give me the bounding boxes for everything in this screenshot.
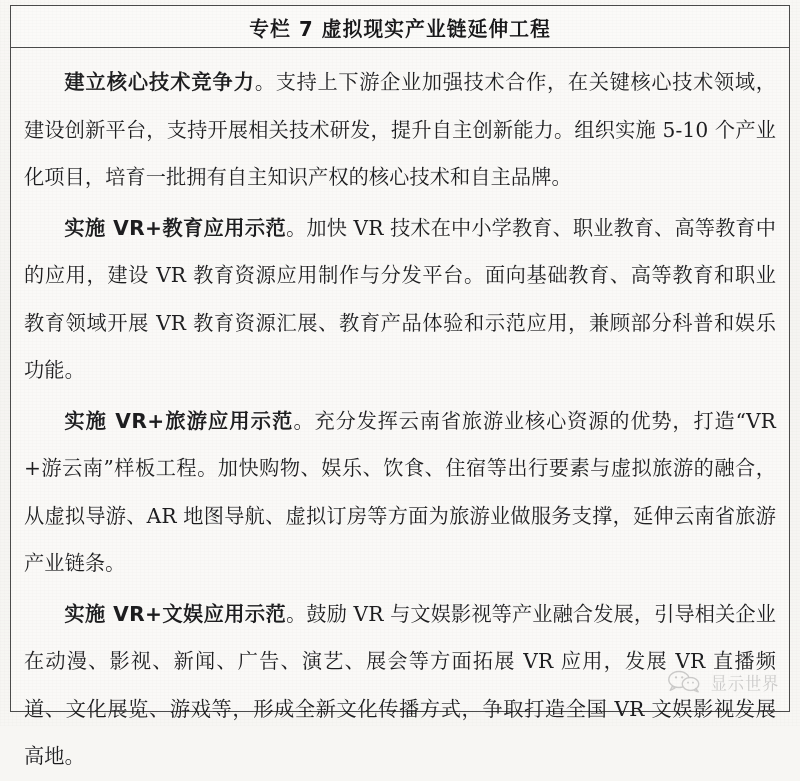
paragraph-lead-vr-education: 实施 VR+教育应用示范: [64, 215, 287, 240]
paragraph-body-vr-education: 。加快 VR 技术在中小学教育、职业教育、高等教育中的应用，建设 VR 教育资源应用制作与分发平台。面向基础教育、高等教育和职业教育领域开展 VR 教育资源汇展、教育产品体验和示范应用，兼顾部分科普和娱乐功能。: [24, 215, 776, 382]
paragraph-vr-tourism: [24, 398, 776, 588]
paragraph-lead-vr-tourism: 实施 VR+旅游应用示范: [64, 408, 294, 433]
callout-title-cell: [11, 6, 789, 48]
paragraph-body-vr-tourism: 。充分发挥云南省旅游业核心资源的优势，打造“VR+游云南”样板工程。加快购物、娱乐、饮食、住宿等出行要素与虚拟旅游的融合，从虚拟导游、AR 地图导航、虚拟订房等方面为旅游业做服务支撑，延伸云南省旅游产业链条。: [24, 408, 776, 575]
paragraph-lead-vr-entertainment: 实施 VR+文娱应用示范: [64, 601, 287, 626]
paragraph-body-core-technology: 。支持上下游企业加强技术合作，在关键核心技术领域，建设创新平台，支持开展相关技术研发，提升自主创新能力。组织实施 5-10 个产业化项目，培育一批拥有自主知识产权的核心技术和自主品牌。: [24, 70, 776, 189]
page-title: 专栏 7 虚拟现实产业链延伸工程: [249, 16, 551, 41]
paragraph-body-vr-entertainment: 。鼓励 VR 与文娱影视等产业融合发展，引导相关企业在动漫、影视、新闻、广告、演艺、展会等方面拓展 VR 应用，发展 VR 直播频道、文化展览、游戏等，形成全新文化传播方式，争取打造全国 VR 文娱影视发展高地。: [24, 601, 776, 768]
paragraph-vr-entertainment: [24, 591, 776, 781]
paragraph-lead-core-technology: 建立核心技术竞争力: [64, 70, 255, 94]
paragraph-core-technology: [24, 59, 776, 202]
callout-body: [11, 48, 789, 768]
callout-box: [10, 5, 790, 768]
paragraph-vr-education: [24, 205, 776, 395]
watermark-label: 显示世界: [710, 674, 780, 695]
